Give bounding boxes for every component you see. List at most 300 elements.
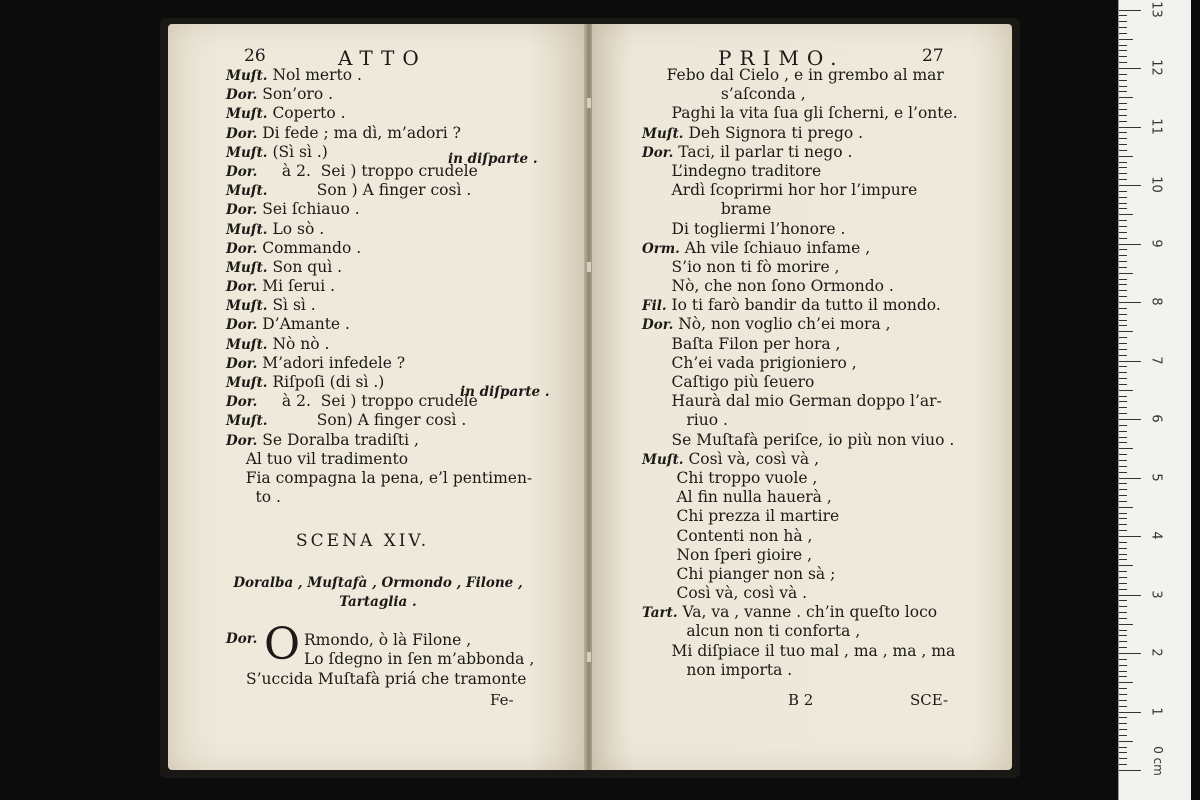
ruler-tick (1119, 688, 1127, 689)
verse-text: Caſtigo più ſeuero (642, 373, 815, 391)
verse-text: Così và, così và . (642, 584, 808, 603)
binding-stitch (587, 98, 591, 108)
ruler-tick (1119, 238, 1127, 239)
left-dialogue-line (226, 315, 532, 334)
ruler-tick (1119, 255, 1127, 256)
speaker-label: Dor. (642, 144, 674, 161)
left-dialogue-line (226, 277, 532, 296)
speaker-label: Dor. (226, 87, 258, 104)
ruler-tick (1119, 577, 1127, 578)
verse-text: Haurà dal mio German doppo l’ar- (642, 392, 942, 411)
speaker-label: Dor. (226, 279, 258, 296)
verse-text: to . (226, 488, 281, 507)
left-page-number: 26 (244, 46, 266, 66)
ruler-tick (1119, 676, 1127, 677)
ruler-tick (1119, 21, 1127, 22)
left-dialogue-line (226, 85, 532, 104)
ruler-tick (1119, 132, 1127, 133)
ruler-tick (1119, 706, 1127, 707)
verse-text: Commando . (257, 238, 362, 257)
verse-text: Mi diſpiace il tuo mal , ma , ma , ma (642, 641, 956, 660)
left-dialogue-line (226, 488, 532, 507)
speaker-label: Muſt. (226, 298, 268, 315)
speaker-label: Muſt. (226, 413, 268, 430)
ruler-tick (1119, 50, 1127, 51)
scene-characters (208, 575, 548, 610)
verse-text: Son’oro . (257, 85, 334, 104)
ruler-tick (1119, 489, 1127, 490)
verse-text: Baſta Filon per hora , (642, 334, 841, 353)
right-dialogue-lines (642, 66, 958, 680)
ruler-tick (1119, 355, 1127, 356)
ruler-tick (1119, 425, 1127, 426)
verse-text: Taci, il parlar ti nego . (673, 142, 853, 161)
right-dialogue-line (642, 335, 958, 354)
speaker-label: Dor. (226, 125, 258, 142)
ruler-tick (1119, 138, 1127, 139)
right-dialogue-line (642, 507, 958, 526)
speaker-label: Dor. (226, 202, 258, 219)
ruler-tick (1119, 559, 1127, 560)
ruler-number: 2 (1148, 648, 1164, 657)
scene-characters-line-1: Doralba , Muſtafà , Ormondo , Filone , (233, 575, 523, 591)
verse-text: alcun non ti conforta , (642, 622, 861, 641)
ruler-tick (1119, 407, 1127, 408)
right-dialogue-line (642, 527, 958, 546)
ruler-tick (1119, 565, 1133, 566)
ruler-tick (1119, 717, 1127, 718)
verse-text: Se Doralba tradiſti , (257, 430, 419, 449)
left-dialogue-line (226, 181, 532, 200)
right-dialogue-line (642, 143, 958, 162)
verse-text: à 2. Sei ) troppo crudele (257, 392, 478, 411)
verse-text: Sì sì . (267, 296, 316, 315)
verse-text: Se Muſtafà periſce, io più non viuo . (642, 430, 955, 449)
ruler-tick (1119, 700, 1127, 701)
left-dialogue-line (226, 450, 532, 469)
ruler-tick (1119, 507, 1133, 508)
ruler-number: 8 (1148, 297, 1164, 306)
left-dialogue-line (226, 124, 532, 143)
ruler-tick (1119, 372, 1127, 373)
right-dialogue-line (642, 162, 958, 181)
ruler-tick (1119, 273, 1133, 274)
ruler-number: 11 (1148, 117, 1164, 135)
right-dialogue-line (642, 565, 958, 584)
left-dialogue-line (226, 258, 532, 277)
ruler-tick (1119, 284, 1127, 285)
ruler-tick (1119, 191, 1127, 192)
right-dialogue-line (642, 373, 958, 392)
right-dialogue-line (642, 277, 958, 296)
ruler-number: 4 (1148, 531, 1164, 540)
verse-text: brame (642, 200, 772, 219)
ruler-number: 9 (1148, 238, 1164, 248)
ruler-tick (1119, 641, 1127, 642)
binding-stitch (587, 652, 591, 662)
ruler-tick (1119, 618, 1127, 619)
ruler-tick (1119, 173, 1127, 174)
ruler-tick (1119, 86, 1127, 87)
ruler-tick (1119, 548, 1127, 549)
ruler-tick (1119, 279, 1127, 280)
right-dialogue-line (642, 66, 958, 85)
aside-direction-1: in diſparte . (448, 151, 538, 167)
right-dialogue-line (642, 584, 958, 603)
ruler-tick (1119, 571, 1127, 572)
ruler-tick (1119, 419, 1141, 420)
verse-text: Lo sò . (267, 219, 325, 238)
ruler-number: 1 (1148, 706, 1164, 716)
drop-cap-initial: O (264, 619, 301, 670)
ruler-tick (1119, 296, 1127, 297)
left-dialogue-line (226, 220, 532, 239)
ruler-number: 7 (1148, 355, 1164, 365)
ruler-tick (1119, 249, 1127, 250)
ruler-tick (1119, 261, 1127, 262)
left-running-header: ATTO (338, 46, 427, 70)
verse-text: Chi troppo vuole , (642, 468, 818, 487)
ruler-tick (1119, 513, 1127, 514)
ruler-tick (1119, 45, 1127, 46)
speaker-label: Muſt. (226, 259, 268, 276)
speaker-label: Orm. (642, 240, 680, 257)
ruler-tick (1119, 27, 1127, 28)
verse-text: Così và, così và , (683, 449, 820, 468)
ruler-tick (1119, 103, 1127, 104)
ruler-tick (1119, 39, 1133, 40)
ruler-tick (1119, 542, 1127, 543)
verse-text: Febo dal Cielo , e in grembo al mar (642, 66, 944, 84)
ruler-tick (1119, 665, 1127, 666)
scene-heading: SCENA XIV. (296, 531, 430, 551)
verse-text: Coperto . (267, 104, 346, 123)
verse-text: Ardì ſcoprirmi hor hor l’impure (642, 181, 918, 200)
ruler-tick (1119, 244, 1141, 245)
ruler-tick (1119, 162, 1127, 163)
verse-text: Son ) A finger così . (267, 181, 472, 200)
ruler-tick (1119, 764, 1127, 765)
ruler-tick (1119, 378, 1127, 379)
verse-text: Contenti non hà , (642, 526, 813, 545)
ruler-tick (1119, 536, 1141, 537)
ruler-tick (1119, 396, 1127, 397)
ruler-tick (1119, 624, 1133, 625)
ruler-tick (1119, 91, 1127, 92)
ruler-tick (1119, 735, 1127, 736)
verse-text: non importa . (642, 660, 793, 679)
verse-text: Deh Signora ti prego . (683, 123, 864, 142)
speaker-label: Muſt. (226, 106, 268, 123)
left-dialogue-line (226, 104, 532, 123)
verse-text: à 2. Sei ) troppo crudele (257, 161, 478, 180)
right-page-number: 27 (922, 46, 944, 66)
right-dialogue-line (642, 642, 958, 661)
speaker-label: Dor. (226, 163, 258, 180)
ruler-tick (1119, 524, 1127, 525)
ruler-tick (1119, 127, 1141, 128)
right-running-header: PRIMO. (718, 46, 845, 70)
right-dialogue-line (642, 181, 958, 200)
ruler-tick (1119, 15, 1127, 16)
right-dialogue-line (642, 546, 958, 565)
ruler-tick (1119, 752, 1127, 753)
ruler-tick (1119, 723, 1127, 724)
right-dialogue-line (642, 258, 958, 277)
ruler-tick (1119, 595, 1141, 596)
right-dialogue-line (642, 296, 958, 315)
left-dialogue-line (226, 239, 532, 258)
verse-text: Son) A finger così . (267, 411, 467, 430)
speaker-label: Muſt. (642, 451, 684, 468)
verse-text: Ah vile ſchiauo infame , (679, 238, 871, 257)
verse-text: Chi pianger non sà ; (642, 564, 836, 583)
ruler-tick (1119, 349, 1127, 350)
ruler-tick (1119, 758, 1127, 759)
ruler-tick (1119, 600, 1127, 601)
ruler-tick (1119, 220, 1127, 221)
verse-text: Nò nò . (267, 334, 330, 353)
right-dialogue-line (642, 392, 958, 411)
ruler-tick (1119, 197, 1127, 198)
speaker-label: Muſt. (226, 183, 268, 200)
ruler-tick (1119, 653, 1141, 654)
verse-text: S’io non ti fò morire , (642, 257, 840, 276)
ruler-tick (1119, 56, 1127, 57)
right-dialogue-line (642, 603, 958, 622)
right-dialogue-line (642, 315, 958, 334)
verse-text: Son quì . (267, 257, 343, 276)
ruler-number: 3 (1148, 589, 1164, 599)
ruler-tick (1119, 671, 1127, 672)
verse-text: Ch’ei vada prigioniero , (642, 353, 857, 372)
verse-text: riuo . (642, 411, 728, 430)
left-dialogue-line (226, 354, 532, 373)
speaker-label: Dor. (226, 240, 258, 257)
ruler-tick (1119, 33, 1127, 34)
ruler-tick (1119, 185, 1141, 186)
verse-text: Nol merto . (267, 66, 362, 84)
verse-text: Al fin nulla hauerà , (642, 488, 832, 507)
right-dialogue-line (642, 124, 958, 143)
speaker-label: Dor. (226, 394, 258, 411)
ruler-tick (1119, 437, 1127, 438)
binding-stitch (587, 262, 591, 272)
ruler-tick (1119, 589, 1127, 590)
right-dialogue-line (642, 450, 958, 469)
ruler-tick (1119, 267, 1127, 268)
ruler-tick (1119, 337, 1127, 338)
ruler-tick (1119, 366, 1127, 367)
speaker-label: Muſt. (226, 221, 268, 238)
ruler-tick (1119, 308, 1127, 309)
right-dialogue-line (642, 354, 958, 373)
speaker-label: Dor. (226, 355, 258, 372)
drop-cap-lines (304, 631, 534, 669)
left-catchword: Fe- (490, 691, 514, 709)
verse-text: Nò, non voglio ch’ei mora , (673, 315, 891, 334)
right-page (592, 24, 1012, 770)
ruler-tick (1119, 554, 1127, 555)
left-dialogue-lines (226, 66, 532, 507)
ruler-tick (1119, 659, 1127, 660)
ruler-tick (1119, 501, 1127, 502)
ruler-tick (1119, 361, 1141, 362)
aside-direction-2: in diſparte . (460, 384, 550, 400)
verse-text: Mi ſerui . (257, 277, 336, 296)
ruler-tick (1119, 770, 1141, 771)
right-dialogue-line (642, 469, 958, 488)
ruler-tick (1119, 741, 1133, 742)
speaker-label: Fil. (642, 298, 667, 315)
ruler-tick (1119, 694, 1127, 695)
ruler-tick (1119, 121, 1127, 122)
ruler-unit-label: 0 cm (1150, 746, 1165, 776)
ruler-tick (1119, 314, 1127, 315)
ruler-tick (1119, 62, 1127, 63)
signature-mark: B 2 (788, 691, 814, 709)
verse-text: Al tuo vil tradimento (226, 449, 409, 468)
ruler-tick (1119, 109, 1127, 110)
ruler-tick (1119, 612, 1127, 613)
ruler-tick (1119, 179, 1127, 180)
ruler-tick (1119, 144, 1127, 145)
measurement-ruler (1118, 0, 1191, 800)
ruler-tick (1119, 472, 1127, 473)
ruler-number: 12 (1148, 59, 1164, 76)
ruler-tick (1119, 97, 1133, 98)
right-dialogue-line (642, 431, 958, 450)
right-dialogue-line (642, 85, 958, 104)
ruler-tick (1119, 712, 1141, 713)
ruler-number: 13 (1148, 0, 1164, 18)
verse-text: s’aſconda , (642, 85, 806, 104)
verse-text: M’adori infedele ? (257, 353, 406, 372)
verse-text: Di fede ; ma dì, m’adori ? (257, 123, 461, 142)
ruler-tick (1119, 647, 1127, 648)
verse-text: Paghi la vita ſua gli ſcherni, e l’onte. (642, 104, 958, 123)
ruler-tick (1119, 214, 1133, 215)
verse-text: Io ti farò bandir da tutto il mondo. (666, 296, 941, 315)
drop-speaker: Dor. (226, 631, 258, 647)
left-dialogue-line (226, 335, 532, 354)
right-dialogue-line (642, 411, 958, 430)
ruler-tick (1119, 290, 1127, 291)
speaker-label: Muſt. (226, 68, 268, 84)
ruler-tick (1119, 390, 1133, 391)
ruler-tick (1119, 431, 1127, 432)
ruler-tick (1119, 74, 1127, 75)
verse-text: Nò, che non ſono Ormondo . (642, 277, 894, 296)
ruler-tick (1119, 483, 1127, 484)
verse-text: L’indegno traditore (642, 161, 822, 180)
right-dialogue-line (642, 661, 958, 680)
scene-characters-line-2: Tartaglia . (339, 594, 417, 610)
speaker-label: Dor. (642, 317, 674, 334)
ruler-tick (1119, 448, 1133, 449)
right-dialogue-line (642, 220, 958, 239)
right-dialogue-line (642, 239, 958, 258)
ruler-tick (1119, 478, 1141, 479)
ruler-tick (1119, 203, 1127, 204)
speaker-label: Muſt. (226, 375, 268, 391)
ruler-tick (1119, 454, 1127, 455)
ruler-tick (1119, 115, 1127, 116)
right-catchword: SCE- (910, 691, 949, 709)
ruler-tick (1119, 729, 1127, 730)
ruler-number: 5 (1148, 472, 1164, 482)
tail-line-block (246, 670, 526, 689)
left-dialogue-line (226, 431, 532, 450)
ruler-tick (1119, 606, 1127, 607)
ruler-tick (1119, 343, 1127, 344)
left-dialogue-line (226, 469, 532, 488)
ruler-tick (1119, 460, 1127, 461)
ruler-tick (1119, 495, 1127, 496)
ruler-tick (1119, 80, 1127, 81)
ruler-tick (1119, 10, 1141, 11)
ruler-tick (1119, 208, 1127, 209)
ruler-tick (1119, 384, 1127, 385)
verse-text: Riſpoſi (di sì .) (267, 373, 385, 391)
ruler-tick (1119, 325, 1127, 326)
speaker-label: Muſt. (226, 144, 268, 161)
verse-text: Di togliermi l’honore . (642, 219, 846, 238)
verse-text: Sei ſchiauo . (257, 200, 360, 219)
ruler-tick (1119, 331, 1133, 332)
verse-text: D’Amante . (257, 315, 350, 334)
verse-text: Chi prezza il martire (642, 507, 840, 526)
ruler-tick (1119, 232, 1127, 233)
ruler-number: 6 (1148, 414, 1164, 423)
drop-line-1: Rmondo, ò là Filone , (304, 631, 472, 649)
ruler-tick (1119, 466, 1127, 467)
verse-text: Fia compagna la pena, e’l pentimen- (226, 468, 533, 487)
ruler-tick (1119, 682, 1133, 683)
ruler-tick (1119, 518, 1127, 519)
verse-text: Non ſperi gioire , (642, 545, 813, 564)
right-dialogue-line (642, 200, 958, 219)
ruler-tick (1119, 302, 1141, 303)
ruler-tick (1119, 442, 1127, 443)
left-dialogue-line (226, 66, 532, 85)
left-dialogue-line (226, 296, 532, 315)
right-dialogue-line (642, 622, 958, 641)
ruler-tick (1119, 635, 1127, 636)
ruler-tick (1119, 583, 1127, 584)
ruler-tick (1119, 226, 1127, 227)
ruler-tick (1119, 530, 1127, 531)
right-dialogue-line (642, 488, 958, 507)
ruler-tick (1119, 156, 1133, 157)
speaker-label: Muſt. (226, 336, 268, 353)
right-dialogue-line (642, 104, 958, 123)
ruler-tick (1119, 150, 1127, 151)
speaker-label: Dor. (226, 317, 258, 334)
ruler-tick (1119, 320, 1127, 321)
ruler-tick (1119, 747, 1127, 748)
verse-text: Va, va , vanne . ch’in queſto loco (677, 603, 938, 622)
speaker-label: Tart. (642, 605, 678, 622)
verse-text: (Sì sì .) (267, 142, 328, 161)
ruler-tick (1119, 167, 1127, 168)
ruler-tick (1119, 401, 1127, 402)
ruler-tick (1119, 630, 1127, 631)
left-dialogue-line (226, 411, 532, 430)
speaker-label: Dor. (226, 432, 258, 449)
left-dialogue-line (226, 200, 532, 219)
ruler-number: 10 (1148, 176, 1164, 193)
